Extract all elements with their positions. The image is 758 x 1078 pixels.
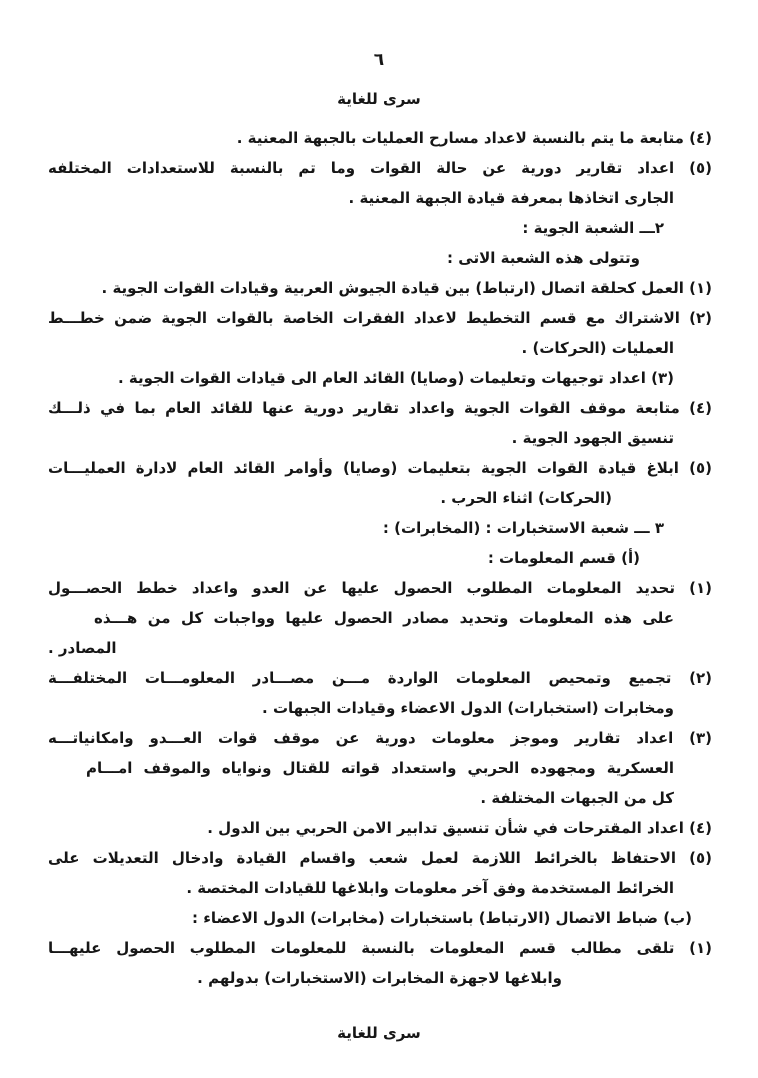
classification-footer: سرى للغاية (337, 1024, 421, 1042)
text-line: ٣ ـــ شعبة الاستخبارات : (المخابرات) : (382, 519, 664, 537)
text-line: (٤) اعداد المقترحات في شأن تنسيق تدابير الامن الحربي بين الدول . (207, 819, 712, 837)
text-line: وابلاغها لاجهزة المخابرات (الاستخبارات) بدولهم . (197, 969, 562, 987)
text-line: المصادر . (48, 639, 117, 657)
text-line: (٤) متابعة ما يتم بالنسبة لاعداد مسارح العمليات بالجبهة المعنية . (236, 129, 712, 147)
text-line: (٣) اعداد تقارير وموجز معلومات دورية عن موقف قوات العـــدو وامكانياتـــه (48, 729, 712, 747)
text-line: (أ) قسم المعلومات : (487, 549, 640, 567)
text-line: ٢ـــ الشعبة الجوية : (522, 219, 664, 237)
text-line: (٥) اعداد تقارير دورية عن حالة القوات وما تم بالنسبة للاستعدادات المختلفه (48, 159, 712, 177)
text-line: (٣) اعداد توجيهات وتعليمات (وصايا) القائد العام الى قيادات القوات الجوية . (117, 369, 674, 387)
text-line: (٥) ابلاغ قيادة القوات الجوية بتعليمات (وصايا) وأوامر القائد العام لادارة العمليـــات (48, 459, 712, 477)
text-line: وتتولى هذه الشعبة الاتى : (447, 249, 640, 267)
text-line: العسكرية ومجهوده الحربي واستعداد قواته للقتال ونواياه والموقف امـــام (86, 759, 674, 777)
page-number: ٦ (373, 50, 385, 70)
text-line: تنسيق الجهود الجوية . (511, 429, 674, 447)
text-line: (١) العمل كحلقة اتصال (ارتباط) بين قيادة الجيوش العربية وقيادات القوات الجوية . (101, 279, 712, 297)
text-line: (٤) متابعة موقف القوات الجوية واعداد تقارير دورية عنها للقائد العام بما في ذلـــك (48, 399, 712, 417)
text-line: ومخابرات (استخبارات) الدول الاعضاء وقيادات الجبهات . (262, 699, 674, 717)
text-line: (٢) تجميع وتمحيص المعلومات الواردة مـــن مصـــادر المعلومـــات المختلفـــة (48, 669, 712, 687)
document-body (48, 123, 712, 993)
text-line: على هذه المعلومات وتحديد مصادر الحصول عليها وواجبات كل من هـــذه (94, 609, 674, 627)
text-line: (الحركات) اثناء الحرب . (440, 489, 612, 507)
classification-header: سرى للغاية (337, 90, 421, 108)
text-line: الجارى اتخاذها بمعرفة قيادة الجبهة المعنية . (348, 189, 674, 207)
text-line: (١) تحديد المعلومات المطلوب الحصول عليها عن العدو واعداد خطط الحصـــول (48, 579, 712, 597)
text-line: (٥) الاحتفاظ بالخرائط اللازمة لعمل شعب واقسام القيادة وادخال التعديلات على (48, 849, 712, 867)
text-line: (ب) ضباط الاتصال (الارتباط) باستخبارات (مخابرات) الدول الاعضاء : (192, 909, 692, 927)
text-line: (٢) الاشتراك مع قسم التخطيط لاعداد الفقرات الخاصة بالقوات الجوية ضمن خطـــط (48, 309, 712, 327)
text-line: العمليات (الحركات) . (521, 339, 674, 357)
text-line: كل من الجبهات المختلفة . (480, 789, 674, 807)
text-line: الخرائط المستخدمة وفق آخر معلومات وابلاغها للقيادات المختصة . (186, 879, 674, 897)
text-line: (١) تلقى مطالب قسم المعلومات بالنسبة للمعلومات المطلوب الحصول عليهـــا (48, 939, 712, 957)
